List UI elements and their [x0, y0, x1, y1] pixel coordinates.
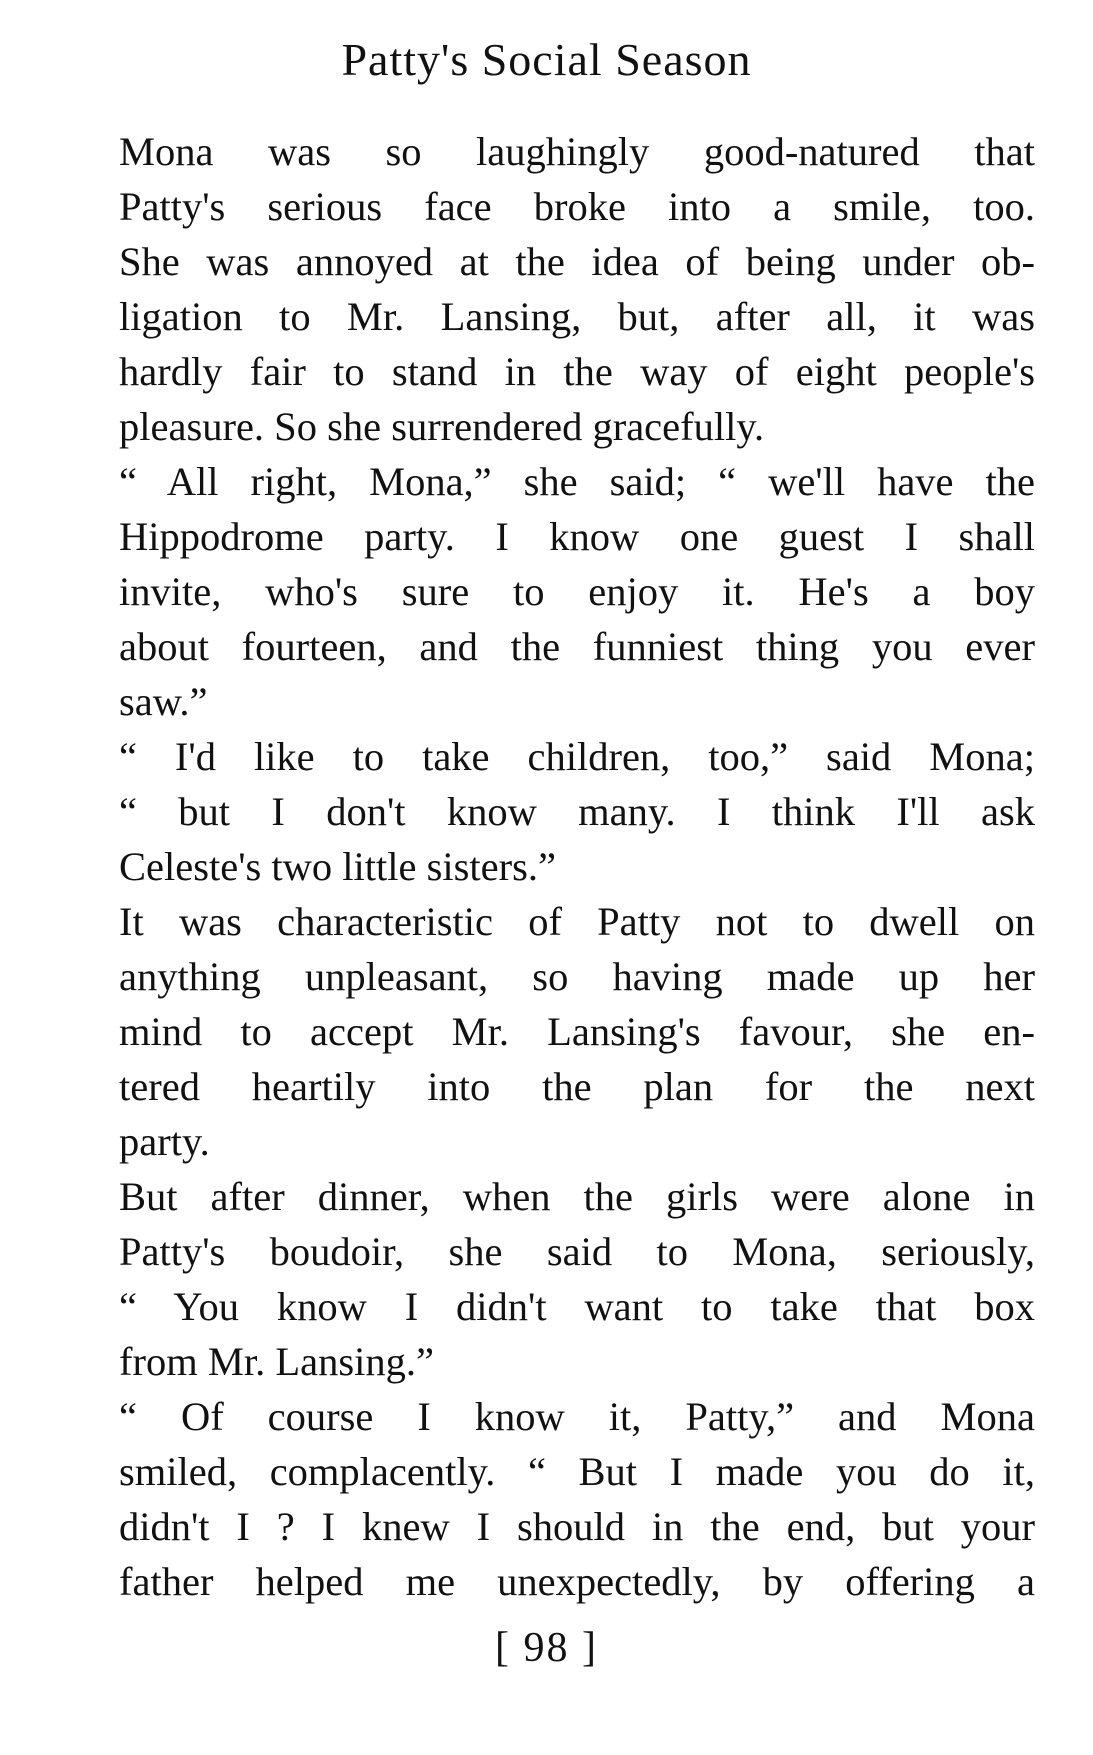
text-line: Patty's serious face broke into a smile, too. — [119, 184, 1035, 229]
text-line: anything unpleasant, so having made up her — [119, 954, 1035, 999]
running-head: Patty's Social Season — [341, 34, 752, 85]
text-line: saw.” — [119, 679, 208, 724]
text-line: didn't I ? I knew I should in the end, but your — [119, 1504, 1035, 1549]
text-line: Mona was so laughingly good-natured that — [119, 129, 1035, 174]
text-line: Hippodrome party. I know one guest I shall — [119, 514, 1035, 559]
paragraph — [93, 1389, 1035, 1609]
body-text — [93, 124, 1035, 1609]
text-line: smiled, complacently. “ But I made you do it, — [119, 1449, 1035, 1494]
text-line: party. — [119, 1119, 210, 1164]
text-line: “ You know I didn't want to take that box — [119, 1284, 1035, 1329]
paragraph — [93, 894, 1035, 1169]
text-line: It was characteristic of Patty not to dwell on — [119, 899, 1035, 944]
text-line: tered heartily into the plan for the next — [119, 1064, 1035, 1109]
text-line: from Mr. Lansing.” — [119, 1339, 434, 1384]
paragraph — [93, 729, 1035, 894]
text-line: pleasure. So she surrendered gracefully. — [119, 404, 765, 449]
paragraph — [93, 454, 1035, 729]
paragraph — [93, 124, 1035, 454]
text-line: “ Of course I know it, Patty,” and Mona — [119, 1394, 1035, 1439]
text-line: hardly fair to stand in the way of eight people's — [119, 349, 1035, 394]
text-line: But after dinner, when the girls were alone in — [119, 1174, 1035, 1219]
paragraph — [93, 1169, 1035, 1389]
text-line: “ All right, Mona,” she said; “ we'll have the — [119, 459, 1035, 504]
text-line: Celeste's two little sisters.” — [119, 844, 556, 889]
text-line: about fourteen, and the funniest thing you ever — [119, 624, 1035, 669]
text-line: Patty's boudoir, she said to Mona, seriously, — [119, 1229, 1035, 1274]
page-number: [ 98 ] — [495, 1625, 598, 1671]
text-line: “ I'd like to take children, too,” said Mona; — [119, 734, 1035, 779]
text-line: father helped me unexpectedly, by offering a — [119, 1559, 1035, 1604]
text-line: mind to accept Mr. Lansing's favour, she en- — [119, 1009, 1035, 1054]
text-line: She was annoyed at the idea of being under ob- — [119, 239, 1035, 284]
text-line: invite, who's sure to enjoy it. He's a boy — [119, 569, 1035, 614]
text-line: ligation to Mr. Lansing, but, after all, it was — [119, 294, 1035, 339]
text-line: “ but I don't know many. I think I'll ask — [119, 789, 1035, 834]
